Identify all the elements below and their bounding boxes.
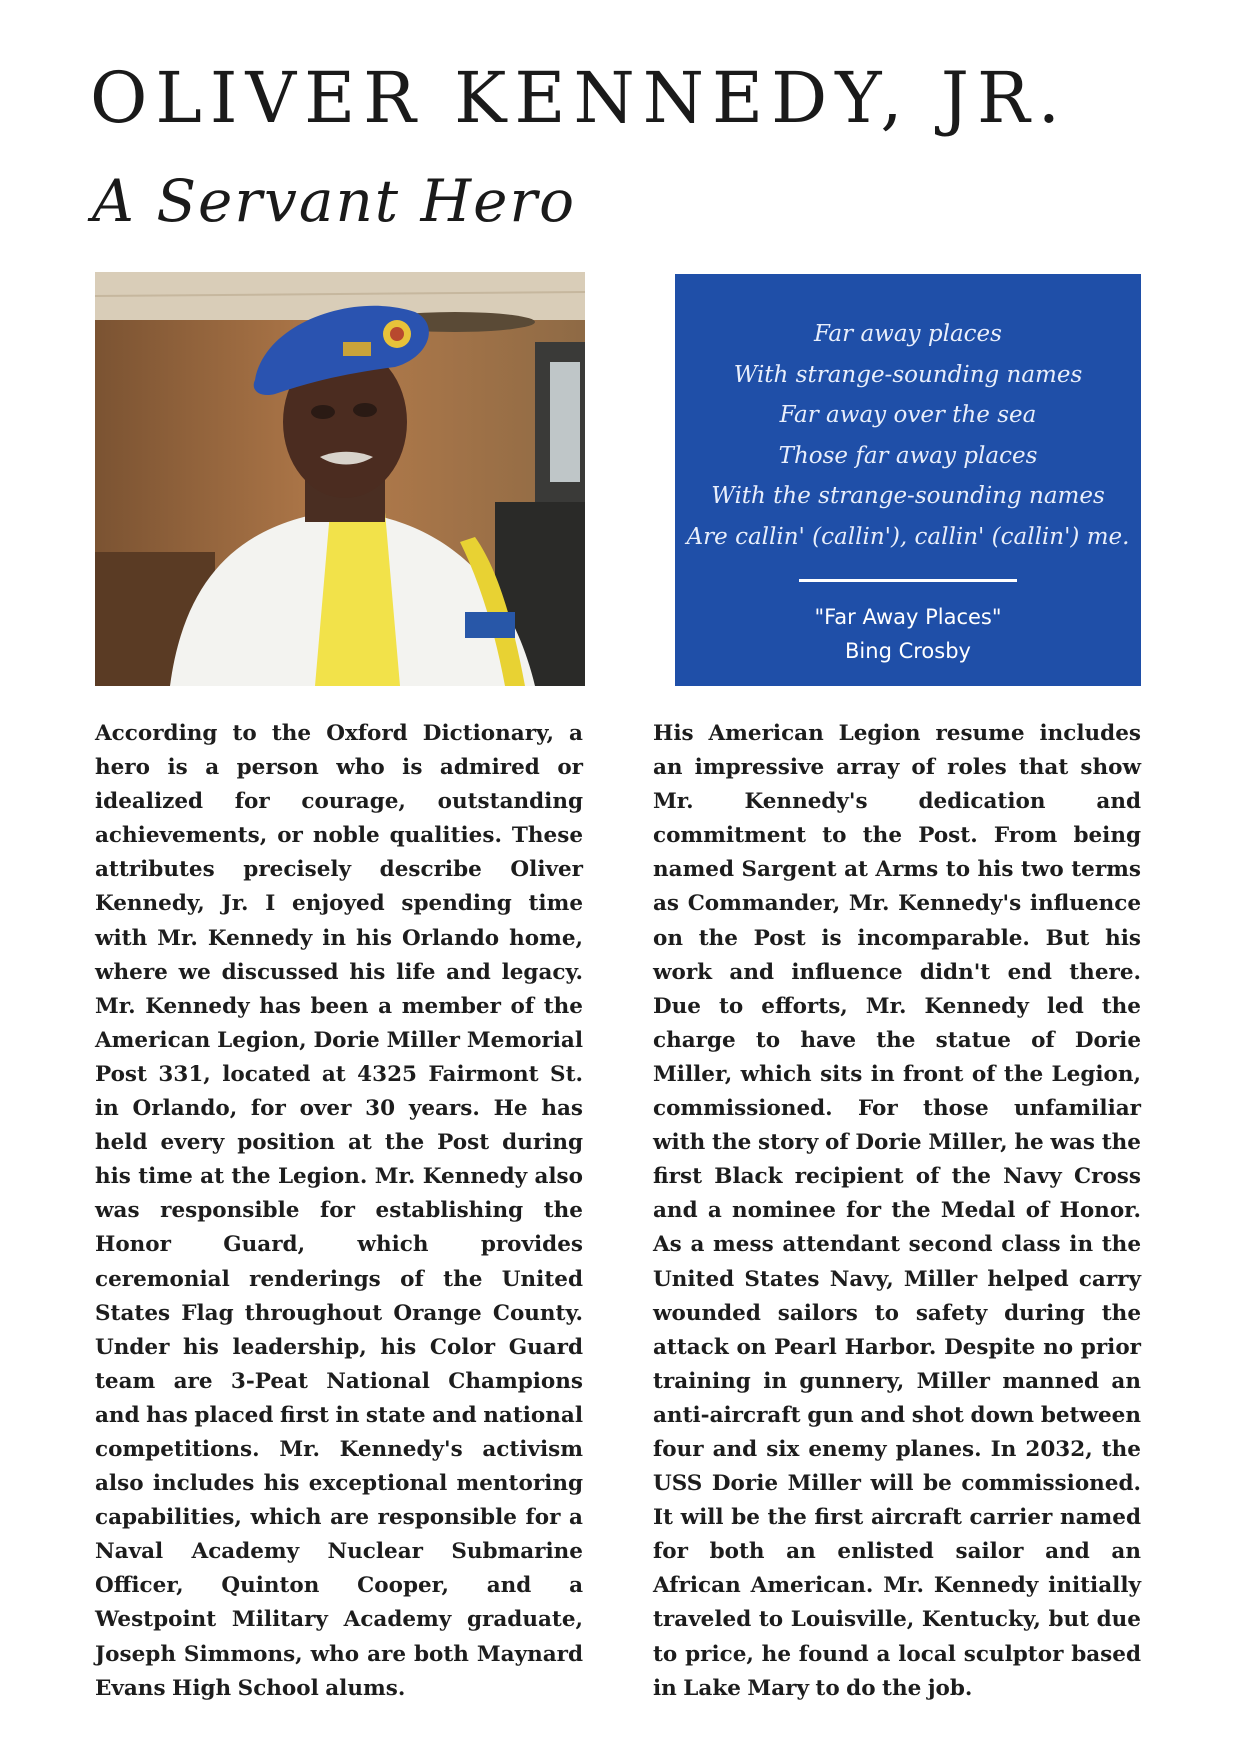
- quote-line: Far away over the sea: [779, 402, 1037, 428]
- article-title: OLIVER KENNEDY, JR.: [90, 57, 1068, 139]
- quote-line: With strange-sounding names: [733, 361, 1083, 388]
- quote-divider: [799, 579, 1017, 582]
- quote-line: Far away places: [814, 321, 1002, 347]
- quote-line: Those far away places: [778, 442, 1038, 469]
- quote-line: Are callin' (callin'), callin' (callin') me.: [686, 523, 1130, 550]
- body-column-right: His American Legion resume includes an impressive array of roles that show Mr. Kennedy's dedication and commitment to the Post. From being named Sargent at Arms to his two terms as Commander, Mr. Kennedy's influence on the Post is incomparable. But his work and influence didn't end there. Due to efforts, Mr. Kennedy led the charge to have the statue of Dorie Miller, which sits in front of the Legion, commissioned. For those unfamiliar with the story of Dorie Miller, he was the first Black recipient of the Navy Cross and a nominee for the Medal of Honor. As a mess attendant second class in the United States Navy, Miller helped carry wounded sailors to safety during the attack on Pearl Harbor. Despite no prior training in gunnery, Miller manned an anti-aircraft gun and shot down between four and six enemy planes. In 2032, the USS Dorie Miller will be commissioned. It will be the first aircraft carrier named for both an enlisted sailor and an African American. Mr. Kennedy initially traveled to Louisville, Kentucky, but due to price, he found a local sculptor based in Lake Mary to do the job.: [653, 721, 1141, 1701]
- quote-song-title: "Far Away Places": [814, 605, 1002, 629]
- portrait-photo: [95, 272, 585, 686]
- body-column-left: According to the Oxford Dictionary, a hero is a person who is admired or idealized for courage, outstanding achievements, or noble qualities. These attributes precisely describe Oliver Kennedy, Jr. I enjoyed spending time with Mr. Kennedy in his Orlando home, where we discussed his life and legacy. Mr. Kennedy has been a member of the American Legion, Dorie Miller Memorial Post 331, located at 4325 Fairmont St. in Orlando, for over 30 years. He has held every position at the Post during his time at the Legion. Mr. Kennedy also was responsible for establishing the Honor Guard, which provides ceremonial renderings of the United States Flag throughout Orange County. Under his leadership, his Color Guard team are 3-Peat National Champions and has placed first in state and national competitions. Mr. Kennedy's activism also includes his exceptional mentoring capabilities, which are responsible for a Naval Academy Nuclear Submarine Officer, Quinton Cooper, and a Westpoint Military Academy graduate, Joseph Simmons, who are both Maynard Evans High School alums.: [95, 721, 583, 1701]
- quote-line: With the strange-sounding names: [711, 483, 1105, 509]
- song-quote-box: [675, 274, 1141, 686]
- quote-artist: Bing Crosby: [845, 639, 971, 663]
- article-subtitle: A Servant Hero: [92, 167, 577, 235]
